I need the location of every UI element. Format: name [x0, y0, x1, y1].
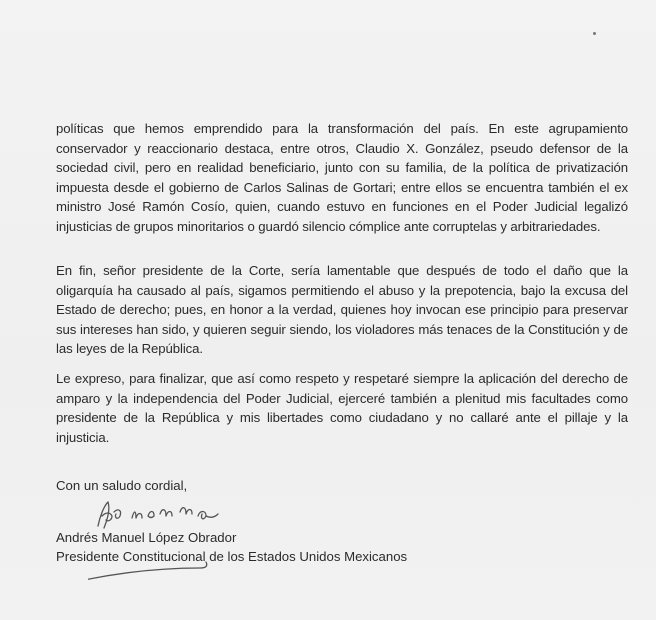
paragraph-3: Le expreso, para finalizar, que así como respeto y respetaré siempre la aplicación del derecho de amparo y la independencia del Poder Judicial, ejerceré también a plenitud mis facultades como presidente de la República y mis libertades como ciudadano y no callaré ante el pillaje y la injusticia.	[56, 371, 628, 445]
signer-name: Andrés Manuel López Obrador	[56, 530, 237, 545]
scan-speck	[593, 32, 596, 35]
signer-title: Presidente Constitucional de los Estados Unidos Mexicanos	[56, 549, 408, 564]
paragraph-2: En fin, señor presidente de la Corte, sería lamentable que después de todo el daño que la oligarquía ha causado al país, sigamos permitiendo el abuso y la prepotencia, bajo la excusa del Estado de derecho; pues, en honor a la verdad, quienes hoy invocan ese principio para preservar sus intereses han sido, y quieren seguir siendo, los violadores más tenaces de la Constitución y de las leyes de la República.	[56, 263, 628, 356]
closing-salutation: Con un saludo cordial,	[56, 478, 188, 493]
paragraph-1: políticas que hemos emprendido para la transformación del país. En este agrupamiento conservador y reaccionario destaca, entre otros, Claudio X. González, pseudo defensor de la sociedad civil, pero en realidad beneficiario, junto con su familia, de la política de privatización impuesta desde el gobierno de Carlos Salinas de Gortari; entre ellos se encuentra también el ex ministro José Ramón Cosío, quien, cuando estuvo en funciones en el Poder Judicial legalizó injusticias de grupos minoritarios o guardó silencio cómplice ante corruptelas y arbitrariedades.	[56, 121, 628, 234]
